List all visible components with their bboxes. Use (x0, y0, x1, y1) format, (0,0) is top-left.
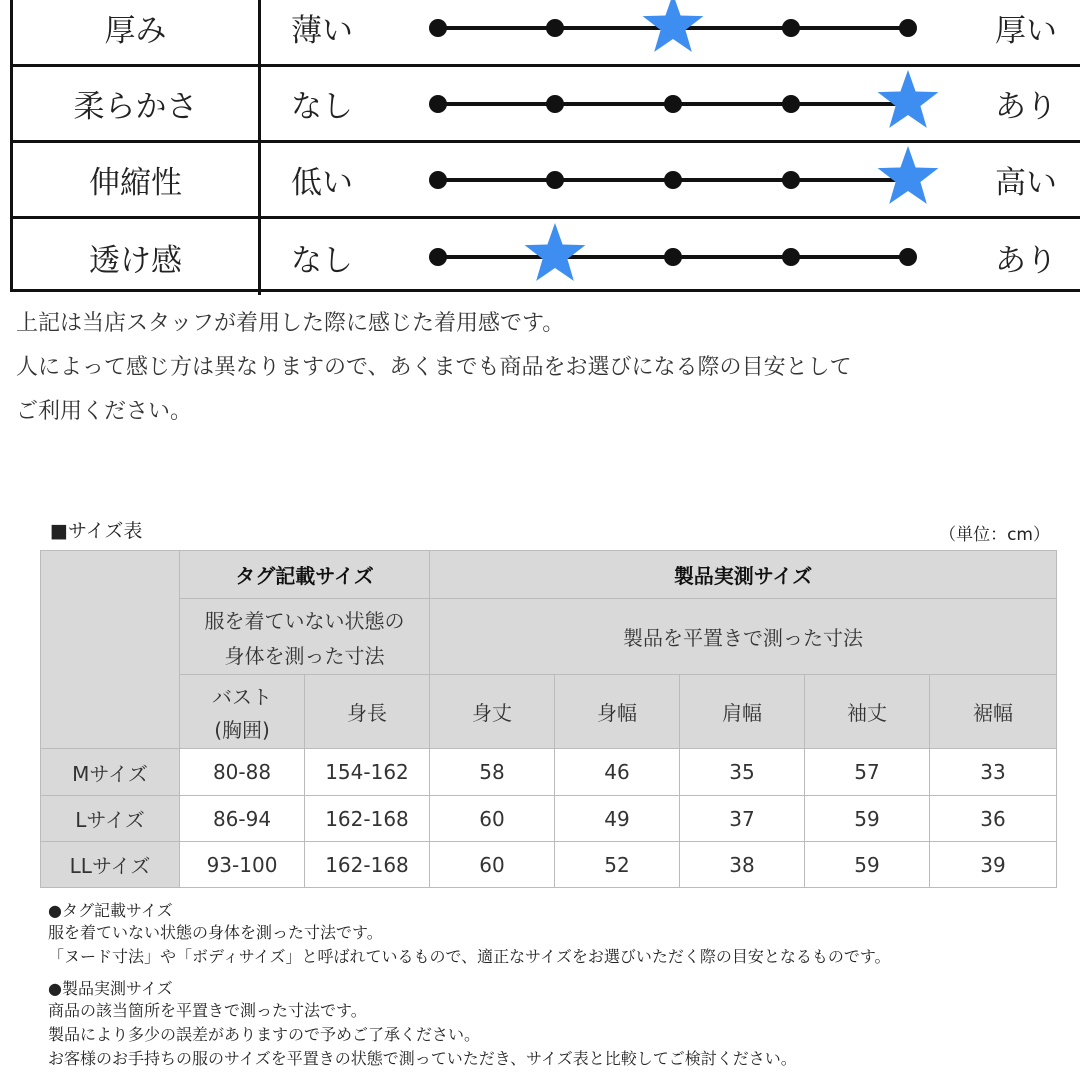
tag-description (180, 599, 430, 675)
feel-low-label: 低い (291, 165, 353, 201)
row-header-size: Mサイズ (41, 749, 180, 796)
feel-label: 厚み (13, 0, 261, 64)
feel-label: 柔らかさ (13, 67, 261, 140)
footnote-actual-line-3: お客様のお手持ちの服のサイズを平置きの状態で測っていただき、サイズ表と比較してご検討ください。 (48, 1049, 797, 1068)
table-row (41, 796, 1057, 842)
tag-description-line-2: 身体を測った寸法 (224, 643, 385, 668)
scale-dot (546, 95, 564, 113)
feel-row-stretch (13, 143, 1080, 219)
feel-scale (423, 143, 913, 216)
cell-hem: 39 (930, 842, 1057, 888)
cell-shoulder: 35 (680, 749, 805, 796)
feel-row-thickness (13, 0, 1080, 67)
feel-high-label: あり (995, 242, 1057, 279)
actual-description: 製品を平置きで測った寸法 (430, 599, 1057, 675)
cell-sleeve: 59 (805, 842, 930, 888)
note-line-3: ご利用ください。 (16, 399, 193, 424)
cell-shoulder: 38 (680, 842, 805, 888)
size-table (40, 550, 1057, 888)
col-header-hem: 裾幅 (930, 675, 1057, 749)
scale-dot (429, 95, 447, 113)
footnote-tag-heading: ●タグ記載サイズ (48, 901, 173, 920)
feel-scale (423, 0, 913, 64)
cell-shoulder: 37 (680, 796, 805, 842)
col-header-sleeve: 袖丈 (805, 675, 930, 749)
cell-bust: 93-100 (180, 842, 305, 888)
row-header-size: Lサイズ (41, 796, 180, 842)
cell-hem: 33 (930, 749, 1057, 796)
feel-scale (423, 67, 913, 140)
scale-dot (664, 171, 682, 189)
footnote-tag-line-1: 服を着ていない状態の身体を測った寸法です。 (48, 923, 383, 942)
feel-scale (423, 219, 913, 295)
cell-length: 60 (430, 842, 555, 888)
size-table-title: ■サイズ表 (50, 520, 143, 542)
col-header-bust (180, 675, 305, 749)
cell-height: 154-162 (305, 749, 430, 796)
level-star-icon (640, 0, 706, 58)
scale-dot (782, 19, 800, 37)
table-row (41, 842, 1057, 888)
scale-dot (429, 171, 447, 189)
tag-description-line-1: 服を着ていない状態の (204, 608, 405, 633)
footnote-actual-line-1: 商品の該当箇所を平置きで測った寸法です。 (48, 1001, 367, 1020)
note-line-1: 上記は当店スタッフが着用した際に感じた着用感です。 (16, 311, 565, 336)
size-table-unit: （単位：cm） (939, 525, 1050, 545)
feel-table (10, 0, 1080, 292)
row-header-size: LLサイズ (41, 842, 180, 888)
cell-height: 162-168 (305, 842, 430, 888)
level-star-icon (875, 144, 941, 210)
scale-dot (429, 248, 447, 266)
scale-dot (664, 248, 682, 266)
table-row (41, 749, 1057, 796)
cell-bust: 80-88 (180, 749, 305, 796)
level-star-icon (875, 68, 941, 134)
col-header-shoulder: 肩幅 (680, 675, 805, 749)
scale-dot (899, 19, 917, 37)
col-header-length: 身丈 (430, 675, 555, 749)
group-header-actual: 製品実測サイズ (430, 551, 1057, 599)
col-header-width: 身幅 (555, 675, 680, 749)
cell-height: 162-168 (305, 796, 430, 842)
scale-dot (782, 171, 800, 189)
scale-dot (782, 95, 800, 113)
cell-width: 52 (555, 842, 680, 888)
feel-label: 透け感 (13, 219, 261, 295)
footnote-actual-line-2: 製品により多少の誤差がありますので予めご了承ください。 (48, 1025, 481, 1044)
cell-length: 58 (430, 749, 555, 796)
feel-low-label: 薄い (291, 13, 353, 49)
cell-length: 60 (430, 796, 555, 842)
level-star-icon (522, 221, 588, 287)
feel-low-label: なし (291, 242, 353, 279)
col-header-bust-line-2: (胸囲) (214, 717, 270, 742)
feel-low-label: なし (291, 89, 353, 125)
feel-high-label: あり (995, 89, 1057, 125)
cell-width: 49 (555, 796, 680, 842)
col-header-height: 身長 (305, 675, 430, 749)
col-header-bust-line-1: バスト (212, 684, 272, 709)
feel-label: 伸縮性 (13, 143, 261, 216)
feel-row-sheerness (13, 219, 1080, 295)
scale-dot (664, 95, 682, 113)
scale-dot (899, 248, 917, 266)
note-line-2: 人によって感じ方は異なりますので、あくまでも商品をお選びになる際の目安として (16, 355, 852, 380)
corner-cell (41, 551, 180, 749)
scale-dot (546, 171, 564, 189)
cell-width: 46 (555, 749, 680, 796)
feel-high-label: 厚い (995, 13, 1057, 49)
feel-high-label: 高い (995, 165, 1057, 201)
feel-row-softness (13, 67, 1080, 143)
cell-sleeve: 59 (805, 796, 930, 842)
cell-bust: 86-94 (180, 796, 305, 842)
scale-dot (782, 248, 800, 266)
group-header-tag: タグ記載サイズ (180, 551, 430, 599)
footnote-tag-line-2: 「ヌード寸法」や「ボディサイズ」と呼ばれているもので、適正なサイズをお選びいただく際の目安となるものです。 (48, 947, 891, 966)
scale-dot (546, 19, 564, 37)
scale-dot (429, 19, 447, 37)
footnote-actual-heading: ●製品実測サイズ (48, 979, 173, 998)
cell-sleeve: 57 (805, 749, 930, 796)
cell-hem: 36 (930, 796, 1057, 842)
